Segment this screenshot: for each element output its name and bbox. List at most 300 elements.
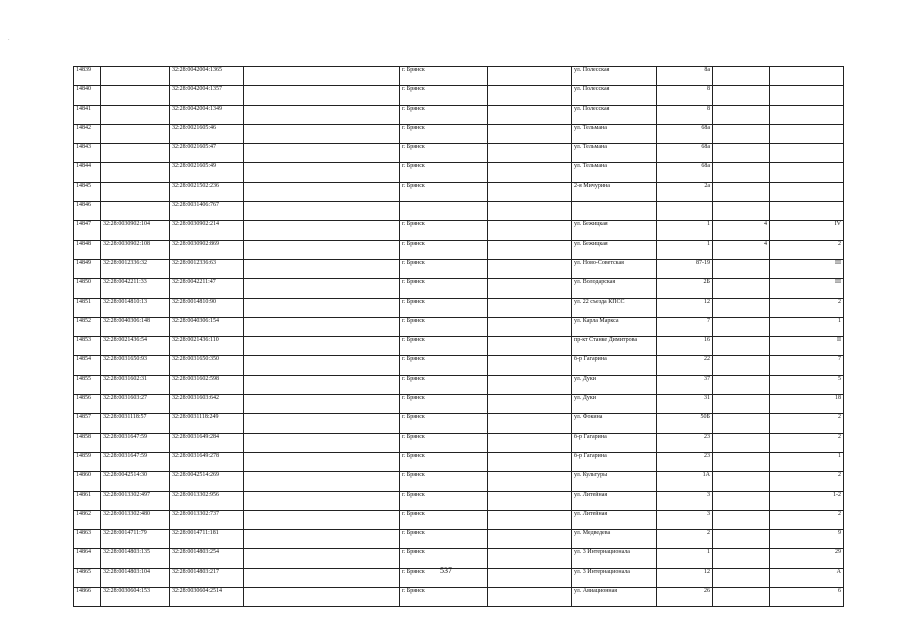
house-number-cell: 68а: [657, 124, 713, 143]
house-number-cell: 12: [657, 298, 713, 317]
row-id-cell: 14862: [74, 510, 101, 529]
empty-cell: [244, 144, 400, 163]
cadastral-number-cell: 32:28:0031649:284: [170, 433, 244, 452]
building-cell: [713, 414, 770, 433]
row-id-cell: 14841: [74, 105, 101, 124]
city-cell: г. Брянск: [400, 317, 488, 336]
room-cell: [770, 182, 844, 201]
building-cell: [713, 568, 770, 587]
street-cell: ул. Дуки: [572, 375, 657, 394]
cadastral-number-cell: 32:28:0031118:57: [101, 414, 170, 433]
empty-cell: [488, 105, 572, 124]
empty-cell: [244, 163, 400, 182]
table-row: [74, 86, 844, 105]
building-cell: [713, 163, 770, 182]
empty-cell: [244, 67, 400, 86]
register-table: [73, 66, 844, 607]
cadastral-number-cell: 32:28:0042211:33: [101, 279, 170, 298]
house-number-cell: 1: [657, 549, 713, 568]
city-cell: г. Брянск: [400, 433, 488, 452]
table-row: [74, 568, 844, 587]
cadastral-number-cell: [101, 105, 170, 124]
street-cell: ул. Авиационная: [572, 588, 657, 607]
house-number-cell: 8: [657, 86, 713, 105]
room-cell: 2: [770, 240, 844, 259]
empty-cell: [488, 452, 572, 471]
room-cell: II: [770, 337, 844, 356]
empty-cell: [488, 568, 572, 587]
row-id-cell: 14865: [74, 568, 101, 587]
row-id-cell: 14855: [74, 375, 101, 394]
room-cell: III: [770, 259, 844, 278]
city-cell: г. Брянск: [400, 510, 488, 529]
street-cell: ул. Бежицкая: [572, 240, 657, 259]
cadastral-number-cell: 32:28:0031603:642: [170, 395, 244, 414]
empty-cell: [244, 588, 400, 607]
empty-cell: [244, 279, 400, 298]
street-cell: ул. Культуры: [572, 472, 657, 491]
building-cell: [713, 86, 770, 105]
table-row: [74, 67, 844, 86]
city-cell: г. Брянск: [400, 163, 488, 182]
room-cell: 1: [770, 452, 844, 471]
street-cell: ул. Литейная: [572, 510, 657, 529]
empty-cell: [244, 105, 400, 124]
street-cell: ул. Карла Маркса: [572, 317, 657, 336]
empty-cell: [488, 356, 572, 375]
cadastral-number-cell: 32:28:0013302:497: [101, 491, 170, 510]
street-cell: б-р Гагарина: [572, 356, 657, 375]
street-cell: пр-кт Станке Димитрова: [572, 337, 657, 356]
table-row: [74, 414, 844, 433]
cadastral-number-cell: 32:28:0031118:249: [170, 414, 244, 433]
empty-cell: [488, 86, 572, 105]
table-row: [74, 105, 844, 124]
corner-mark: ·: [8, 38, 10, 43]
house-number-cell: 37: [657, 375, 713, 394]
table-row: [74, 317, 844, 336]
room-cell: [770, 202, 844, 221]
building-cell: [713, 337, 770, 356]
empty-cell: [488, 279, 572, 298]
cadastral-number-cell: [101, 202, 170, 221]
table-row: [74, 375, 844, 394]
row-id-cell: 14861: [74, 491, 101, 510]
house-number-cell: 87-19: [657, 259, 713, 278]
row-id-cell: 14858: [74, 433, 101, 452]
house-number-cell: 8: [657, 105, 713, 124]
empty-cell: [244, 452, 400, 471]
street-cell: ул. Бежицкая: [572, 221, 657, 240]
street-cell: ул. Полесская: [572, 67, 657, 86]
house-number-cell: 8а: [657, 67, 713, 86]
building-cell: [713, 375, 770, 394]
cadastral-number-cell: 32:28:0021436:110: [170, 337, 244, 356]
empty-cell: [488, 510, 572, 529]
house-number-cell: 1: [657, 240, 713, 259]
room-cell: 9: [770, 530, 844, 549]
house-number-cell: 23: [657, 433, 713, 452]
table-row: [74, 356, 844, 375]
street-cell: ул. Дуки: [572, 395, 657, 414]
street-cell: ул. Литейная: [572, 491, 657, 510]
room-cell: [770, 67, 844, 86]
city-cell: г. Брянск: [400, 259, 488, 278]
house-number-cell: 1А: [657, 472, 713, 491]
table-row: [74, 163, 844, 182]
row-id-cell: 14843: [74, 144, 101, 163]
cadastral-number-cell: 32:28:0021605:46: [170, 124, 244, 143]
room-cell: 2: [770, 472, 844, 491]
cadastral-number-cell: 32:28:0013302:480: [101, 510, 170, 529]
city-cell: г. Брянск: [400, 568, 488, 587]
empty-cell: [488, 414, 572, 433]
room-cell: [770, 105, 844, 124]
table-row: [74, 124, 844, 143]
house-number-cell: 22: [657, 356, 713, 375]
city-cell: г. Брянск: [400, 530, 488, 549]
building-cell: [713, 491, 770, 510]
empty-cell: [488, 163, 572, 182]
room-cell: 18: [770, 395, 844, 414]
row-id-cell: 14853: [74, 337, 101, 356]
empty-cell: [488, 202, 572, 221]
empty-cell: [244, 86, 400, 105]
street-cell: ул. Полесская: [572, 86, 657, 105]
empty-cell: [244, 433, 400, 452]
cadastral-number-cell: 32:28:0031602:598: [170, 375, 244, 394]
empty-cell: [244, 510, 400, 529]
empty-cell: [244, 414, 400, 433]
table-row: [74, 433, 844, 452]
building-cell: 4: [713, 221, 770, 240]
room-cell: 2: [770, 510, 844, 529]
building-cell: [713, 144, 770, 163]
cadastral-number-cell: 32:28:0021605:49: [170, 163, 244, 182]
empty-cell: [488, 221, 572, 240]
cadastral-number-cell: 32:28:0014803:104: [101, 568, 170, 587]
city-cell: г. Брянск: [400, 144, 488, 163]
city-cell: г. Брянск: [400, 375, 488, 394]
empty-cell: [488, 472, 572, 491]
building-cell: [713, 182, 770, 201]
row-id-cell: 14852: [74, 317, 101, 336]
city-cell: г. Брянск: [400, 491, 488, 510]
cadastral-number-cell: 32:28:0031406:767: [170, 202, 244, 221]
cadastral-number-cell: 32:28:0014810:13: [101, 298, 170, 317]
building-cell: [713, 510, 770, 529]
house-number-cell: 2Б: [657, 279, 713, 298]
city-cell: г. Брянск: [400, 182, 488, 201]
row-id-cell: 14844: [74, 163, 101, 182]
row-id-cell: 14848: [74, 240, 101, 259]
city-cell: г. Брянск: [400, 86, 488, 105]
house-number-cell: 7: [657, 317, 713, 336]
table-row: [74, 452, 844, 471]
row-id-cell: 14854: [74, 356, 101, 375]
street-cell: ул. Володарская: [572, 279, 657, 298]
empty-cell: [244, 221, 400, 240]
row-id-cell: 14863: [74, 530, 101, 549]
row-id-cell: 14849: [74, 259, 101, 278]
empty-cell: [488, 144, 572, 163]
table-row: [74, 491, 844, 510]
city-cell: г. Брянск: [400, 414, 488, 433]
house-number-cell: 31: [657, 395, 713, 414]
cadastral-number-cell: 32:28:0042004:1365: [170, 67, 244, 86]
empty-cell: [488, 337, 572, 356]
street-cell: б-р Гагарина: [572, 452, 657, 471]
street-cell: ул. Ново-Советская: [572, 259, 657, 278]
city-cell: г. Брянск: [400, 279, 488, 298]
building-cell: [713, 530, 770, 549]
room-cell: 1-2: [770, 491, 844, 510]
empty-cell: [488, 375, 572, 394]
table-row: [74, 549, 844, 568]
row-id-cell: 14864: [74, 549, 101, 568]
table-row: [74, 202, 844, 221]
room-cell: 29: [770, 549, 844, 568]
street-cell: ул. Фокина: [572, 414, 657, 433]
room-cell: 2: [770, 298, 844, 317]
house-number-cell: 68а: [657, 163, 713, 182]
cadastral-number-cell: 32:28:0040306:154: [170, 317, 244, 336]
city-cell: г. Брянск: [400, 588, 488, 607]
empty-cell: [488, 124, 572, 143]
house-number-cell: 68а: [657, 144, 713, 163]
building-cell: [713, 124, 770, 143]
street-cell: б-р Гагарина: [572, 433, 657, 452]
building-cell: [713, 356, 770, 375]
cadastral-number-cell: 32:28:0030604:2514: [170, 588, 244, 607]
empty-cell: [488, 530, 572, 549]
empty-cell: [244, 337, 400, 356]
cadastral-number-cell: 32:28:0014810:90: [170, 298, 244, 317]
empty-cell: [244, 491, 400, 510]
empty-cell: [488, 549, 572, 568]
row-id-cell: 14842: [74, 124, 101, 143]
cadastral-number-cell: 32:28:0014803:135: [101, 549, 170, 568]
house-number-cell: 23: [657, 452, 713, 471]
cadastral-number-cell: 32:28:0030604:153: [101, 588, 170, 607]
room-cell: III: [770, 279, 844, 298]
building-cell: [713, 105, 770, 124]
cadastral-number-cell: 32:28:0021502:236: [170, 182, 244, 201]
street-cell: ул. Тельмана: [572, 124, 657, 143]
room-cell: 7: [770, 356, 844, 375]
table-row: [74, 221, 844, 240]
empty-cell: [488, 433, 572, 452]
room-cell: [770, 86, 844, 105]
building-cell: 4: [713, 240, 770, 259]
cadastral-number-cell: 32:28:0014803:217: [170, 568, 244, 587]
cadastral-number-cell: 32:28:0031647:59: [101, 433, 170, 452]
empty-cell: [488, 259, 572, 278]
cadastral-number-cell: 32:28:0013302:956: [170, 491, 244, 510]
cadastral-number-cell: [101, 163, 170, 182]
empty-cell: [488, 317, 572, 336]
city-cell: г. Брянск: [400, 105, 488, 124]
cadastral-number-cell: 32:28:0021605:47: [170, 144, 244, 163]
room-cell: [770, 124, 844, 143]
street-cell: ул. Полесская: [572, 105, 657, 124]
house-number-cell: 26: [657, 588, 713, 607]
room-cell: [770, 144, 844, 163]
cadastral-number-cell: 32:28:0042004:1357: [170, 86, 244, 105]
table-row: [74, 279, 844, 298]
cadastral-number-cell: 32:28:0040306:148: [101, 317, 170, 336]
empty-cell: [488, 67, 572, 86]
table-row: [74, 395, 844, 414]
row-id-cell: 14860: [74, 472, 101, 491]
row-id-cell: 14840: [74, 86, 101, 105]
street-cell: ул. 22 съезда КПСС: [572, 298, 657, 317]
table-row: [74, 337, 844, 356]
cadastral-number-cell: [101, 182, 170, 201]
table-row: [74, 530, 844, 549]
street-cell: ул. Медведева: [572, 530, 657, 549]
empty-cell: [488, 240, 572, 259]
city-cell: г. Брянск: [400, 452, 488, 471]
building-cell: [713, 395, 770, 414]
building-cell: [713, 67, 770, 86]
row-id-cell: 14850: [74, 279, 101, 298]
cadastral-number-cell: 32:28:0042211:47: [170, 279, 244, 298]
row-id-cell: 14847: [74, 221, 101, 240]
empty-cell: [244, 375, 400, 394]
empty-cell: [488, 182, 572, 201]
cadastral-number-cell: 32:28:0031647:59: [101, 452, 170, 471]
street-cell: ул. Тельмана: [572, 163, 657, 182]
house-number-cell: 50Б: [657, 414, 713, 433]
empty-cell: [244, 317, 400, 336]
street-cell: 2-я Мичурина: [572, 182, 657, 201]
cadastral-number-cell: [101, 144, 170, 163]
city-cell: г. Брянск: [400, 395, 488, 414]
cadastral-number-cell: [101, 124, 170, 143]
house-number-cell: 12: [657, 568, 713, 587]
empty-cell: [244, 259, 400, 278]
row-id-cell: 14859: [74, 452, 101, 471]
row-id-cell: 14846: [74, 202, 101, 221]
room-cell: А: [770, 568, 844, 587]
building-cell: [713, 317, 770, 336]
city-cell: г. Брянск: [400, 240, 488, 259]
building-cell: [713, 588, 770, 607]
street-cell: ул. Тельмана: [572, 144, 657, 163]
street-cell: [572, 202, 657, 221]
row-id-cell: 14866: [74, 588, 101, 607]
cadastral-number-cell: 32:28:0030902:869: [170, 240, 244, 259]
table-row: [74, 588, 844, 607]
row-id-cell: 14845: [74, 182, 101, 201]
table-row: [74, 472, 844, 491]
empty-cell: [244, 395, 400, 414]
city-cell: г. Брянск: [400, 549, 488, 568]
cadastral-number-cell: 32:28:0031602:31: [101, 375, 170, 394]
empty-cell: [244, 182, 400, 201]
cadastral-number-cell: 32:28:0031650:350: [170, 356, 244, 375]
cadastral-number-cell: 32:28:0042514:269: [170, 472, 244, 491]
cadastral-number-cell: 32:28:0030902:214: [170, 221, 244, 240]
empty-cell: [244, 202, 400, 221]
building-cell: [713, 298, 770, 317]
city-cell: г. Брянск: [400, 472, 488, 491]
room-cell: [770, 163, 844, 182]
cadastral-number-cell: 32:28:0031650:93: [101, 356, 170, 375]
cadastral-number-cell: 32:28:0030902:104: [101, 221, 170, 240]
cadastral-number-cell: 32:28:0014711:79: [101, 530, 170, 549]
empty-cell: [488, 491, 572, 510]
page-number: 537: [440, 566, 452, 575]
room-cell: 6: [770, 588, 844, 607]
house-number-cell: 2а: [657, 182, 713, 201]
building-cell: [713, 452, 770, 471]
empty-cell: [244, 568, 400, 587]
table-row: [74, 510, 844, 529]
city-cell: г. Брянск: [400, 221, 488, 240]
room-cell: 2: [770, 414, 844, 433]
room-cell: IV: [770, 221, 844, 240]
register-table-body: [74, 67, 844, 607]
cadastral-number-cell: 32:28:0042514:30: [101, 472, 170, 491]
cadastral-number-cell: 32:28:0031649:278: [170, 452, 244, 471]
building-cell: [713, 472, 770, 491]
cadastral-number-cell: 32:28:0014711:181: [170, 530, 244, 549]
cadastral-number-cell: 32:28:0042004:1349: [170, 105, 244, 124]
room-cell: 5: [770, 375, 844, 394]
house-number-cell: 16: [657, 337, 713, 356]
empty-cell: [488, 298, 572, 317]
cadastral-number-cell: 32:28:0012336:63: [170, 259, 244, 278]
building-cell: [713, 549, 770, 568]
cadastral-number-cell: 32:28:0013302:737: [170, 510, 244, 529]
house-number-cell: 1: [657, 221, 713, 240]
empty-cell: [244, 124, 400, 143]
cadastral-number-cell: 32:28:0021436:54: [101, 337, 170, 356]
empty-cell: [244, 298, 400, 317]
building-cell: [713, 259, 770, 278]
cadastral-number-cell: [101, 67, 170, 86]
empty-cell: [244, 549, 400, 568]
building-cell: [713, 433, 770, 452]
table-row: [74, 144, 844, 163]
empty-cell: [244, 240, 400, 259]
city-cell: г. Брянск: [400, 124, 488, 143]
row-id-cell: 14857: [74, 414, 101, 433]
city-cell: г. Брянск: [400, 356, 488, 375]
house-number-cell: 3: [657, 510, 713, 529]
empty-cell: [244, 530, 400, 549]
city-cell: г. Брянск: [400, 298, 488, 317]
house-number-cell: [657, 202, 713, 221]
cadastral-number-cell: [101, 86, 170, 105]
empty-cell: [244, 356, 400, 375]
street-cell: ул. 3 Интернационала: [572, 568, 657, 587]
cadastral-number-cell: 32:28:0031603:27: [101, 395, 170, 414]
row-id-cell: 14839: [74, 67, 101, 86]
room-cell: 1: [770, 317, 844, 336]
empty-cell: [488, 588, 572, 607]
cadastral-number-cell: 32:28:0030902:108: [101, 240, 170, 259]
table-row: [74, 182, 844, 201]
city-cell: г. Брянск: [400, 337, 488, 356]
table-row: [74, 298, 844, 317]
street-cell: ул. 3 Интернационала: [572, 549, 657, 568]
city-cell: [400, 202, 488, 221]
row-id-cell: 14851: [74, 298, 101, 317]
building-cell: [713, 202, 770, 221]
